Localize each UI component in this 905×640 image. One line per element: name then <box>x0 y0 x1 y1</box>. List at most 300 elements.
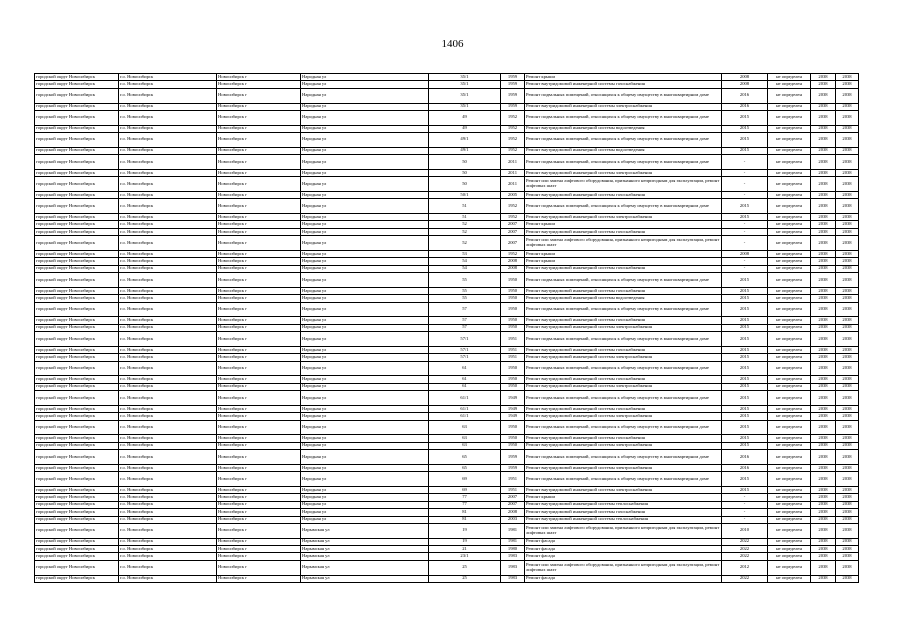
table-row <box>35 538 859 545</box>
urban-district-cell: г.о. Новосибирск <box>119 228 217 235</box>
plan-start-year-cell: 2038 <box>811 265 836 272</box>
house-number-cell: 53 <box>429 250 501 257</box>
street-cell: Народная ул <box>301 450 429 465</box>
work-type-cell: Ремонт или замена лифтового оборудования, признанного непригодным для эксплуатации, ремонт лифтовых шахт <box>525 560 722 575</box>
house-number-cell: 57 <box>429 324 501 331</box>
house-number-cell: 61/1 <box>429 413 501 420</box>
municipality-cell: городской округ Новосибирск <box>35 472 119 487</box>
settlement-cell: Новосибирск г <box>217 383 301 390</box>
street-cell: Народная ул <box>301 213 429 220</box>
plan-start-year-cell: 2038 <box>811 199 836 214</box>
table-row <box>35 147 859 154</box>
table-row <box>35 516 859 523</box>
urban-district-cell: г.о. Новосибирск <box>119 125 217 132</box>
plan-start-year-cell: 2038 <box>811 221 836 228</box>
urban-district-cell: г.о. Новосибирск <box>119 354 217 361</box>
settlement-cell: Новосибирск г <box>217 523 301 538</box>
house-number-cell: 77 <box>429 501 501 508</box>
settlement-cell: Новосибирск г <box>217 147 301 154</box>
street-cell: Народная ул <box>301 405 429 412</box>
house-number-cell: 35/1 <box>429 103 501 110</box>
municipality-cell: городской округ Новосибирск <box>35 413 119 420</box>
status-cell: не определен <box>768 88 811 103</box>
street-cell: Народная ул <box>301 265 429 272</box>
table-row <box>35 302 859 317</box>
plan-start-year-cell: 2038 <box>811 405 836 412</box>
urban-district-cell: г.о. Новосибирск <box>119 147 217 154</box>
settlement-cell: Новосибирск г <box>217 450 301 465</box>
street-cell: Народная ул <box>301 302 429 317</box>
plan-end-year-cell: 2038 <box>836 199 859 214</box>
house-number-cell: 49 <box>429 125 501 132</box>
build-year-cell: 1949 <box>501 413 525 420</box>
settlement-cell: Новосибирск г <box>217 546 301 553</box>
settlement-cell: Новосибирск г <box>217 199 301 214</box>
urban-district-cell: г.о. Новосибирск <box>119 494 217 501</box>
plan-start-year-cell: 2038 <box>811 509 836 516</box>
build-year-cell: 2007 <box>501 501 525 508</box>
plan-end-year-cell: 2038 <box>836 302 859 317</box>
street-cell: Народная ул <box>301 147 429 154</box>
status-cell: не определен <box>768 265 811 272</box>
settlement-cell: Новосибирск г <box>217 213 301 220</box>
build-year-cell: 2003 <box>501 516 525 523</box>
urban-district-cell: г.о. Новосибирск <box>119 287 217 294</box>
table-row <box>35 546 859 553</box>
last-repair-year-cell: 2015 <box>722 213 768 220</box>
build-year-cell: 1949 <box>501 391 525 406</box>
table-row <box>35 354 859 361</box>
plan-end-year-cell: 2038 <box>836 494 859 501</box>
plan-start-year-cell: 2038 <box>811 383 836 390</box>
settlement-cell: Новосибирск г <box>217 110 301 125</box>
plan-end-year-cell: 2038 <box>836 169 859 176</box>
table-row <box>35 332 859 347</box>
build-year-cell: 1950 <box>501 420 525 435</box>
last-repair-year-cell: 2015 <box>722 383 768 390</box>
plan-start-year-cell: 2038 <box>811 376 836 383</box>
plan-start-year-cell: 2038 <box>811 332 836 347</box>
last-repair-year-cell: 2015 <box>722 472 768 487</box>
street-cell: Народная ул <box>301 413 429 420</box>
last-repair-year-cell: 2015 <box>722 354 768 361</box>
build-year-cell: 1981 <box>501 538 525 545</box>
last-repair-year-cell: 2015 <box>722 273 768 288</box>
work-type-cell: Ремонт внутридомовой инженерной системы электроснабжения <box>525 103 722 110</box>
plan-start-year-cell: 2038 <box>811 464 836 471</box>
urban-district-cell: г.о. Новосибирск <box>119 405 217 412</box>
work-type-cell: Ремонт подвальных помещений, относящихся к общему имуществу в многоквартирном доме <box>525 391 722 406</box>
settlement-cell: Новосибирск г <box>217 177 301 192</box>
house-number-cell: 54 <box>429 265 501 272</box>
table-row <box>35 133 859 148</box>
house-number-cell: 61/1 <box>429 391 501 406</box>
table-row <box>35 494 859 501</box>
status-cell: не определен <box>768 501 811 508</box>
street-cell: Нарымская ул <box>301 560 429 575</box>
settlement-cell: Новосибирск г <box>217 169 301 176</box>
plan-start-year-cell: 2038 <box>811 302 836 317</box>
build-year-cell: 2011 <box>501 155 525 170</box>
urban-district-cell: г.о. Новосибирск <box>119 435 217 442</box>
urban-district-cell: г.о. Новосибирск <box>119 265 217 272</box>
table-row <box>35 258 859 265</box>
urban-district-cell: г.о. Новосибирск <box>119 155 217 170</box>
urban-district-cell: г.о. Новосибирск <box>119 546 217 553</box>
table-row <box>35 560 859 575</box>
plan-start-year-cell: 2038 <box>811 287 836 294</box>
table-row <box>35 88 859 103</box>
urban-district-cell: г.о. Новосибирск <box>119 361 217 376</box>
last-repair-year-cell: 2015 <box>722 420 768 435</box>
municipality-cell: городской округ Новосибирск <box>35 133 119 148</box>
last-repair-year-cell: - <box>722 236 768 251</box>
work-type-cell: Ремонт подвальных помещений, относящихся к общему имуществу в многоквартирном доме <box>525 302 722 317</box>
street-cell: Народная ул <box>301 361 429 376</box>
urban-district-cell: г.о. Новосибирск <box>119 258 217 265</box>
settlement-cell: Новосибирск г <box>217 81 301 88</box>
house-number-cell: 65 <box>429 464 501 471</box>
table-row <box>35 361 859 376</box>
work-type-cell: Ремонт внутридомовой инженерной системы водоотведения <box>525 147 722 154</box>
house-number-cell: 50/1 <box>429 191 501 198</box>
house-number-cell: 35/1 <box>429 74 501 81</box>
plan-end-year-cell: 2038 <box>836 420 859 435</box>
plan-start-year-cell: 2038 <box>811 501 836 508</box>
status-cell: не определен <box>768 250 811 257</box>
street-cell: Народная ул <box>301 376 429 383</box>
urban-district-cell: г.о. Новосибирск <box>119 250 217 257</box>
last-repair-year-cell: - <box>722 228 768 235</box>
work-type-cell: Ремонт внутридомовой инженерной системы водоотведения <box>525 125 722 132</box>
plan-end-year-cell: 2038 <box>836 435 859 442</box>
status-cell: не определен <box>768 147 811 154</box>
street-cell: Народная ул <box>301 464 429 471</box>
settlement-cell: Новосибирск г <box>217 575 301 582</box>
build-year-cell: 1959 <box>501 81 525 88</box>
work-type-cell: Ремонт или замена лифтового оборудования, признанного непригодным для эксплуатации, ремонт лифтовых шахт <box>525 177 722 192</box>
page-number: 1406 <box>441 38 464 50</box>
house-number-cell: 55 <box>429 273 501 288</box>
settlement-cell: Новосибирск г <box>217 295 301 302</box>
build-year-cell: 1951 <box>501 332 525 347</box>
table-row <box>35 420 859 435</box>
build-year-cell: 2007 <box>501 494 525 501</box>
urban-district-cell: г.о. Новосибирск <box>119 516 217 523</box>
urban-district-cell: г.о. Новосибирск <box>119 317 217 324</box>
plan-start-year-cell: 2038 <box>811 494 836 501</box>
street-cell: Народная ул <box>301 74 429 81</box>
municipality-cell: городской округ Новосибирск <box>35 486 119 493</box>
street-cell: Народная ул <box>301 472 429 487</box>
settlement-cell: Новосибирск г <box>217 516 301 523</box>
urban-district-cell: г.о. Новосибирск <box>119 560 217 575</box>
plan-end-year-cell: 2038 <box>836 88 859 103</box>
plan-end-year-cell: 2038 <box>836 221 859 228</box>
street-cell: Народная ул <box>301 354 429 361</box>
last-repair-year-cell: 2008 <box>722 81 768 88</box>
table-row <box>35 442 859 449</box>
work-type-cell: Ремонт подвальных помещений, относящихся к общему имуществу в многоквартирном доме <box>525 450 722 465</box>
plan-end-year-cell: 2038 <box>836 74 859 81</box>
settlement-cell: Новосибирск г <box>217 354 301 361</box>
table-row <box>35 435 859 442</box>
urban-district-cell: г.о. Новосибирск <box>119 295 217 302</box>
table-row <box>35 155 859 170</box>
status-cell: не определен <box>768 413 811 420</box>
urban-district-cell: г.о. Новосибирск <box>119 538 217 545</box>
work-type-cell: Ремонт внутридомовой инженерной системы газоснабжения <box>525 81 722 88</box>
status-cell: не определен <box>768 258 811 265</box>
work-type-cell: Ремонт подвальных помещений, относящихся к общему имуществу в многоквартирном доме <box>525 420 722 435</box>
street-cell: Народная ул <box>301 199 429 214</box>
work-type-cell: Ремонт внутридомовой инженерной системы электроснабжения <box>525 464 722 471</box>
street-cell: Народная ул <box>301 486 429 493</box>
status-cell: не определен <box>768 464 811 471</box>
work-type-cell: Ремонт внутридомовой инженерной системы газоснабжения <box>525 509 722 516</box>
municipality-cell: городской округ Новосибирск <box>35 501 119 508</box>
work-type-cell: Ремонт фасада <box>525 575 722 582</box>
municipality-cell: городской округ Новосибирск <box>35 346 119 353</box>
municipality-cell: городской округ Новосибирск <box>35 420 119 435</box>
plan-start-year-cell: 2038 <box>811 81 836 88</box>
municipality-cell: городской округ Новосибирск <box>35 383 119 390</box>
house-number-cell: 57/1 <box>429 346 501 353</box>
status-cell: не определен <box>768 509 811 516</box>
house-number-cell: 69 <box>429 486 501 493</box>
status-cell: не определен <box>768 177 811 192</box>
table-row <box>35 472 859 487</box>
last-repair-year-cell: 2012 <box>722 560 768 575</box>
plan-end-year-cell: 2038 <box>836 125 859 132</box>
plan-start-year-cell: 2038 <box>811 273 836 288</box>
plan-start-year-cell: 2038 <box>811 516 836 523</box>
settlement-cell: Новосибирск г <box>217 553 301 560</box>
status-cell: не определен <box>768 361 811 376</box>
work-type-cell: Ремонт фасада <box>525 538 722 545</box>
urban-district-cell: г.о. Новосибирск <box>119 486 217 493</box>
plan-end-year-cell: 2038 <box>836 177 859 192</box>
plan-start-year-cell: 2038 <box>811 420 836 435</box>
last-repair-year-cell: 2015 <box>722 346 768 353</box>
house-number-cell: 57 <box>429 302 501 317</box>
plan-end-year-cell: 2038 <box>836 295 859 302</box>
settlement-cell: Новосибирск г <box>217 125 301 132</box>
last-repair-year-cell: 2015 <box>722 199 768 214</box>
last-repair-year-cell: - <box>722 509 768 516</box>
work-type-cell: Ремонт подвальных помещений, относящихся к общему имуществу в многоквартирном доме <box>525 110 722 125</box>
settlement-cell: Новосибирск г <box>217 332 301 347</box>
table-row <box>35 509 859 516</box>
municipality-cell: городской округ Новосибирск <box>35 538 119 545</box>
street-cell: Народная ул <box>301 103 429 110</box>
street-cell: Народная ул <box>301 228 429 235</box>
build-year-cell: 1959 <box>501 74 525 81</box>
last-repair-year-cell: - <box>722 516 768 523</box>
work-type-cell: Ремонт внутридомовой инженерной системы электроснабжения <box>525 383 722 390</box>
build-year-cell: 2008 <box>501 509 525 516</box>
build-year-cell: 1959 <box>501 103 525 110</box>
street-cell: Народная ул <box>301 287 429 294</box>
street-cell: Народная ул <box>301 442 429 449</box>
urban-district-cell: г.о. Новосибирск <box>119 575 217 582</box>
street-cell: Народная ул <box>301 391 429 406</box>
house-number-cell: 61 <box>429 376 501 383</box>
build-year-cell: 1983 <box>501 553 525 560</box>
work-type-cell: Ремонт фасада <box>525 553 722 560</box>
street-cell: Народная ул <box>301 169 429 176</box>
plan-end-year-cell: 2038 <box>836 553 859 560</box>
status-cell: не определен <box>768 295 811 302</box>
street-cell: Народная ул <box>301 317 429 324</box>
settlement-cell: Новосибирск г <box>217 486 301 493</box>
work-type-cell: Ремонт внутридомовой инженерной системы электроснабжения <box>525 213 722 220</box>
house-number-cell: 51 <box>429 199 501 214</box>
work-type-cell: Ремонт внутридомовой инженерной системы электроснабжения <box>525 442 722 449</box>
urban-district-cell: г.о. Новосибирск <box>119 376 217 383</box>
municipality-cell: городской округ Новосибирск <box>35 317 119 324</box>
last-repair-year-cell: 2015 <box>722 391 768 406</box>
settlement-cell: Новосибирск г <box>217 509 301 516</box>
last-repair-year-cell: 2008 <box>722 250 768 257</box>
table-row <box>35 575 859 582</box>
street-cell: Народная ул <box>301 236 429 251</box>
table-row <box>35 228 859 235</box>
municipality-cell: городской округ Новосибирск <box>35 494 119 501</box>
settlement-cell: Новосибирск г <box>217 472 301 487</box>
build-year-cell: 1950 <box>501 324 525 331</box>
urban-district-cell: г.о. Новосибирск <box>119 213 217 220</box>
table-row <box>35 191 859 198</box>
plan-start-year-cell: 2038 <box>811 346 836 353</box>
plan-start-year-cell: 2038 <box>811 295 836 302</box>
urban-district-cell: г.о. Новосибирск <box>119 273 217 288</box>
work-type-cell: Ремонт внутридомовой инженерной системы теплоснабжения <box>525 501 722 508</box>
last-repair-year-cell: 2015 <box>722 435 768 442</box>
plan-end-year-cell: 2038 <box>836 191 859 198</box>
plan-start-year-cell: 2038 <box>811 155 836 170</box>
plan-end-year-cell: 2038 <box>836 317 859 324</box>
work-type-cell: Ремонт фасада <box>525 546 722 553</box>
work-type-cell: Ремонт внутридомовой инженерной системы газоснабжения <box>525 317 722 324</box>
last-repair-year-cell: 2015 <box>722 295 768 302</box>
plan-end-year-cell: 2038 <box>836 287 859 294</box>
table-row <box>35 450 859 465</box>
table-row <box>35 221 859 228</box>
status-cell: не определен <box>768 546 811 553</box>
status-cell: не определен <box>768 191 811 198</box>
street-cell: Народная ул <box>301 81 429 88</box>
table-row <box>35 295 859 302</box>
plan-end-year-cell: 2038 <box>836 405 859 412</box>
work-type-cell: Ремонт крыши <box>525 250 722 257</box>
last-repair-year-cell: 2015 <box>722 125 768 132</box>
table-row <box>35 177 859 192</box>
municipality-cell: городской округ Новосибирск <box>35 509 119 516</box>
house-number-cell: 52 <box>429 236 501 251</box>
house-number-cell: 25 <box>429 560 501 575</box>
municipality-cell: городской округ Новосибирск <box>35 221 119 228</box>
urban-district-cell: г.о. Новосибирск <box>119 221 217 228</box>
house-number-cell: 61 <box>429 361 501 376</box>
plan-end-year-cell: 2038 <box>836 413 859 420</box>
table-row <box>35 405 859 412</box>
municipality-cell: городской округ Новосибирск <box>35 155 119 170</box>
municipality-cell: городской округ Новосибирск <box>35 125 119 132</box>
plan-end-year-cell: 2038 <box>836 442 859 449</box>
urban-district-cell: г.о. Новосибирск <box>119 191 217 198</box>
plan-start-year-cell: 2038 <box>811 213 836 220</box>
work-type-cell: Ремонт внутридомовой инженерной системы газоснабжения <box>525 191 722 198</box>
last-repair-year-cell: 2015 <box>722 413 768 420</box>
plan-start-year-cell: 2038 <box>811 88 836 103</box>
municipality-cell: городской округ Новосибирск <box>35 442 119 449</box>
plan-end-year-cell: 2038 <box>836 361 859 376</box>
plan-start-year-cell: 2038 <box>811 442 836 449</box>
plan-end-year-cell: 2038 <box>836 213 859 220</box>
last-repair-year-cell: 2015 <box>722 302 768 317</box>
status-cell: не определен <box>768 405 811 412</box>
table-row <box>35 413 859 420</box>
plan-start-year-cell: 2038 <box>811 575 836 582</box>
last-repair-year-cell: 2022 <box>722 553 768 560</box>
status-cell: не определен <box>768 125 811 132</box>
street-cell: Народная ул <box>301 332 429 347</box>
plan-start-year-cell: 2038 <box>811 74 836 81</box>
plan-end-year-cell: 2038 <box>836 472 859 487</box>
house-number-cell: 51 <box>429 213 501 220</box>
street-cell: Нарымская ул <box>301 553 429 560</box>
last-repair-year-cell: 2015 <box>722 317 768 324</box>
settlement-cell: Новосибирск г <box>217 442 301 449</box>
street-cell: Народная ул <box>301 133 429 148</box>
plan-end-year-cell: 2038 <box>836 376 859 383</box>
municipality-cell: городской округ Новосибирск <box>35 450 119 465</box>
table-row <box>35 501 859 508</box>
settlement-cell: Новосибирск г <box>217 538 301 545</box>
plan-start-year-cell: 2038 <box>811 147 836 154</box>
plan-start-year-cell: 2038 <box>811 250 836 257</box>
table-body <box>35 74 859 583</box>
table-row <box>35 213 859 220</box>
work-type-cell: Ремонт подвальных помещений, относящихся к общему имуществу в многоквартирном доме <box>525 332 722 347</box>
municipality-cell: городской округ Новосибирск <box>35 287 119 294</box>
plan-end-year-cell: 2038 <box>836 324 859 331</box>
urban-district-cell: г.о. Новосибирск <box>119 177 217 192</box>
settlement-cell: Новосибирск г <box>217 155 301 170</box>
last-repair-year-cell: 2010 <box>722 523 768 538</box>
status-cell: не определен <box>768 302 811 317</box>
last-repair-year-cell: - <box>722 191 768 198</box>
municipality-cell: городской округ Новосибирск <box>35 302 119 317</box>
plan-end-year-cell: 2038 <box>836 538 859 545</box>
municipality-cell: городской округ Новосибирск <box>35 361 119 376</box>
urban-district-cell: г.о. Новосибирск <box>119 553 217 560</box>
build-year-cell: 1983 <box>501 560 525 575</box>
status-cell: не определен <box>768 523 811 538</box>
municipality-cell: городской округ Новосибирск <box>35 169 119 176</box>
table-row <box>35 81 859 88</box>
house-number-cell: 55 <box>429 295 501 302</box>
settlement-cell: Новосибирск г <box>217 346 301 353</box>
status-cell: не определен <box>768 74 811 81</box>
plan-start-year-cell: 2038 <box>811 228 836 235</box>
build-year-cell: 1950 <box>501 442 525 449</box>
last-repair-year-cell: 2015 <box>722 332 768 347</box>
municipality-cell: городской округ Новосибирск <box>35 332 119 347</box>
last-repair-year-cell: - <box>722 501 768 508</box>
municipality-cell: городской округ Новосибирск <box>35 81 119 88</box>
